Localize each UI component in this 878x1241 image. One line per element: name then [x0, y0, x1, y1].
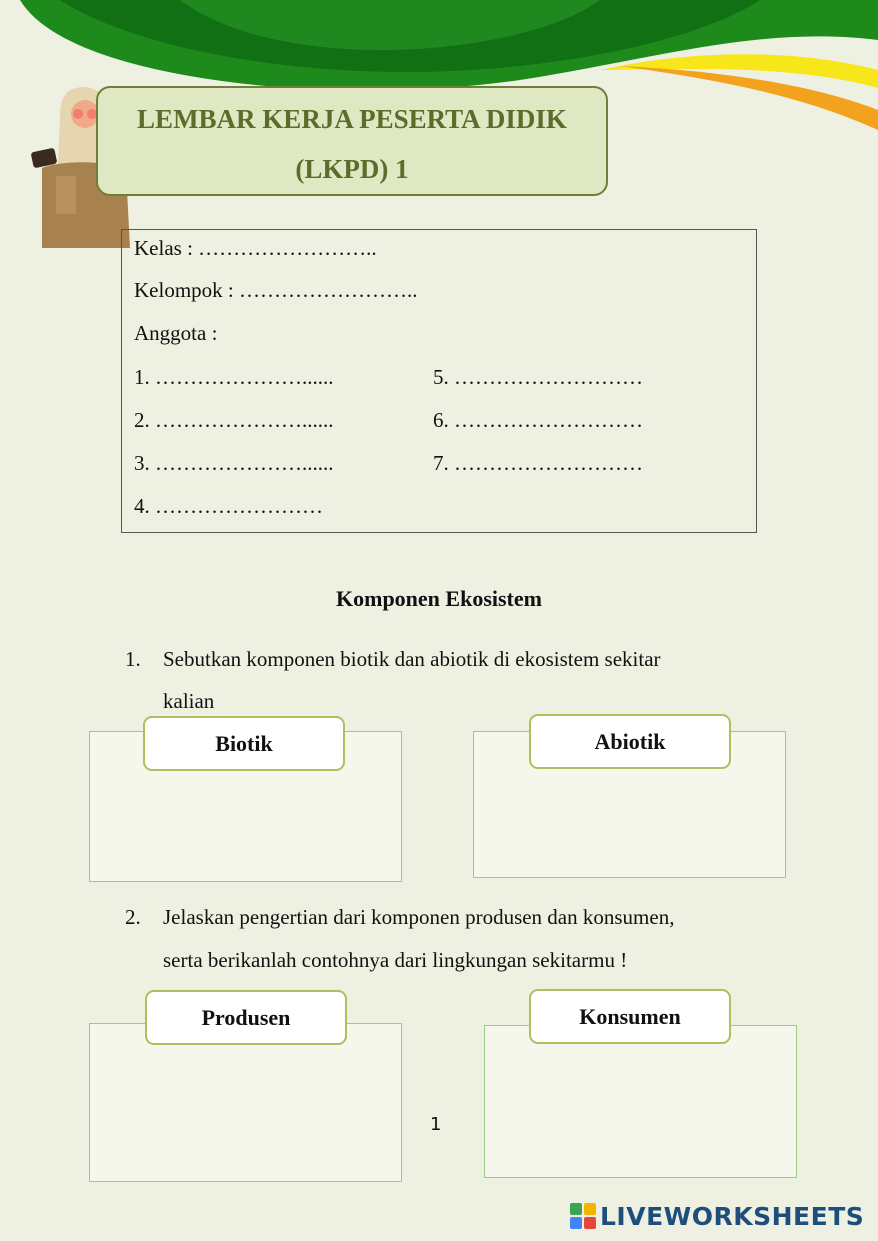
konsumen-tab: Konsumen	[529, 989, 731, 1044]
member-field-3[interactable]: 3. …………………......	[134, 451, 334, 475]
member-field-7[interactable]: 7. ………………………	[433, 451, 643, 475]
question-1-line-2: kalian	[163, 689, 215, 713]
page-number: 1	[430, 1114, 442, 1135]
question-2-line-2: serta berikanlah contohnya dari lingkungan sekitarmu !	[163, 948, 628, 972]
member-field-6[interactable]: 6. ………………………	[433, 408, 643, 432]
kelompok-field[interactable]: Kelompok : ……………………..	[134, 278, 418, 302]
question-1-number: 1.	[125, 647, 141, 671]
brand-text: LIVEWORKSHEETS	[600, 1201, 865, 1231]
produsen-tab: Produsen	[145, 990, 347, 1045]
liveworksheets-logo	[570, 1200, 864, 1232]
section-title: Komponen Ekosistem	[336, 586, 542, 611]
kelas-field[interactable]: Kelas : ……………………..	[134, 236, 377, 260]
member-field-2[interactable]: 2. …………………......	[134, 408, 334, 432]
member-field-4[interactable]: 4. ……………………	[134, 494, 323, 518]
member-field-1[interactable]: 1. …………………......	[134, 365, 334, 389]
question-2-line-1: Jelaskan pengertian dari komponen produsen dan konsumen,	[163, 905, 675, 929]
anggota-label: Anggota :	[134, 321, 218, 345]
title-line-1: LEMBAR KERJA PESERTA DIDIK	[137, 104, 567, 134]
title-card	[96, 86, 608, 196]
title-line-2: (LKPD) 1	[295, 154, 409, 184]
konsumen-answer-box[interactable]	[484, 1025, 797, 1178]
identity-box	[121, 229, 757, 533]
abiotik-tab: Abiotik	[529, 714, 731, 769]
question-2-number: 2.	[125, 905, 141, 929]
produsen-answer-box[interactable]	[89, 1023, 402, 1182]
liveworksheets-icon	[570, 1203, 596, 1229]
question-1-line-1: Sebutkan komponen biotik dan abiotik di ekosistem sekitar	[163, 647, 661, 671]
biotik-tab: Biotik	[143, 716, 345, 771]
member-field-5[interactable]: 5. ………………………	[433, 365, 643, 389]
